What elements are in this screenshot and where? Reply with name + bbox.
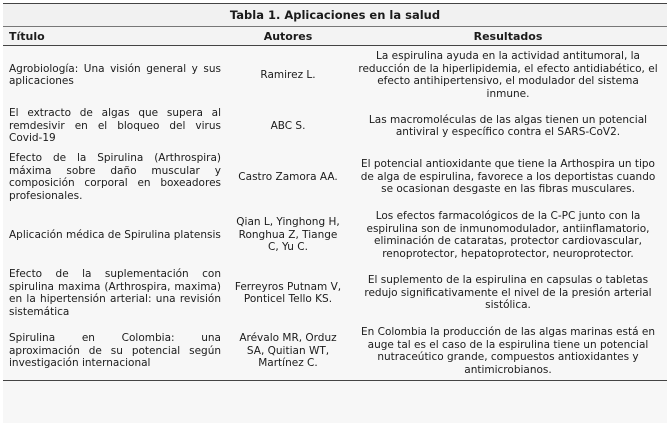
cell-authors: ABC S.: [270, 119, 306, 132]
table-row: [3, 148, 667, 206]
cell-results: El potencial antioxidante que tiene la Arthospira un tipo de alga de espirulina, favorece a los deportistas cuando se ocasionan desgaste en las fibras musculares.: [360, 158, 656, 196]
cell-results: En Colombia la producción de las algas marinas está en auge tal es el caso de la espirulina tiene un potencial nutraceútico grande, compuestos antioxidantes y antimicrobianos.: [349, 322, 667, 381]
table-figure: [3, 3, 667, 423]
cell-title: El extracto de algas que supera al remdesivir en el bloqueo del virus Covid-19: [9, 107, 221, 145]
cell-title: Agrobiología: Una visión general y sus aplicaciones: [9, 62, 221, 87]
table-row: [3, 264, 667, 322]
table-row: [3, 46, 667, 105]
column-header-results: Resultados: [349, 27, 667, 46]
cell-title: Efecto de la Spirulina (Arthrospira) máxima sobre daño muscular y composición corporal en boxeadores profesionales.: [9, 152, 221, 202]
cell-results: La espirulina ayuda en la actividad antitumoral, la reducción de la hiperlipidemia, el efecto antidiabético, el efecto antihipertensivo, el modulador del sistema inmune.: [358, 50, 658, 100]
cell-results: El suplemento de la espirulina en capsulas o tabletas redujo significativamente el nivel de la presión arterial sistólica.: [364, 274, 652, 312]
table-row: [3, 322, 667, 381]
cell-authors: Castro Zamora AA.: [238, 170, 338, 183]
cell-title: Spirulina en Colombia: una aproximación de su potencial según investigación internacional: [3, 322, 227, 381]
cell-authors: Ramirez L.: [260, 68, 316, 81]
cell-title: Aplicación médica de Spirulina platensis: [9, 228, 221, 241]
cell-authors: Qian L, Yinghong H, Ronghua Z, Tiange C, Yu C.: [236, 216, 340, 254]
cell-results: Las macromoléculas de las algas tienen un potencial antiviral y específico contra el SARS-CoV2.: [368, 113, 648, 138]
header-row: [3, 27, 667, 46]
table-caption: Tabla 1. Aplicaciones en la salud: [3, 3, 667, 27]
column-header-authors: Autores: [227, 27, 349, 46]
applications-table: [3, 27, 667, 381]
cell-title: Efecto de la suplementación con spirulina maxima (Arthrospira, maxima) en la hipertensión arterial: una revisión sistemática: [9, 268, 221, 318]
column-header-title: Título: [3, 27, 227, 46]
cell-authors: Ferreyros Putnam V, Ponticel Tello KS.: [234, 280, 342, 305]
cell-results: Los efectos farmacológicos de la C-PC junto con la espirulina son de inmunomodulador, antiinflamatorio, eliminación de cataratas, protector cardiovascular, renoprotector, hepatoprotector, neuroprotector.: [366, 210, 650, 260]
table-row: [3, 206, 667, 264]
cell-authors: Arévalo MR, Orduz SA, Quitian WT, Martínez C.: [227, 322, 349, 381]
table-row: [3, 104, 667, 148]
